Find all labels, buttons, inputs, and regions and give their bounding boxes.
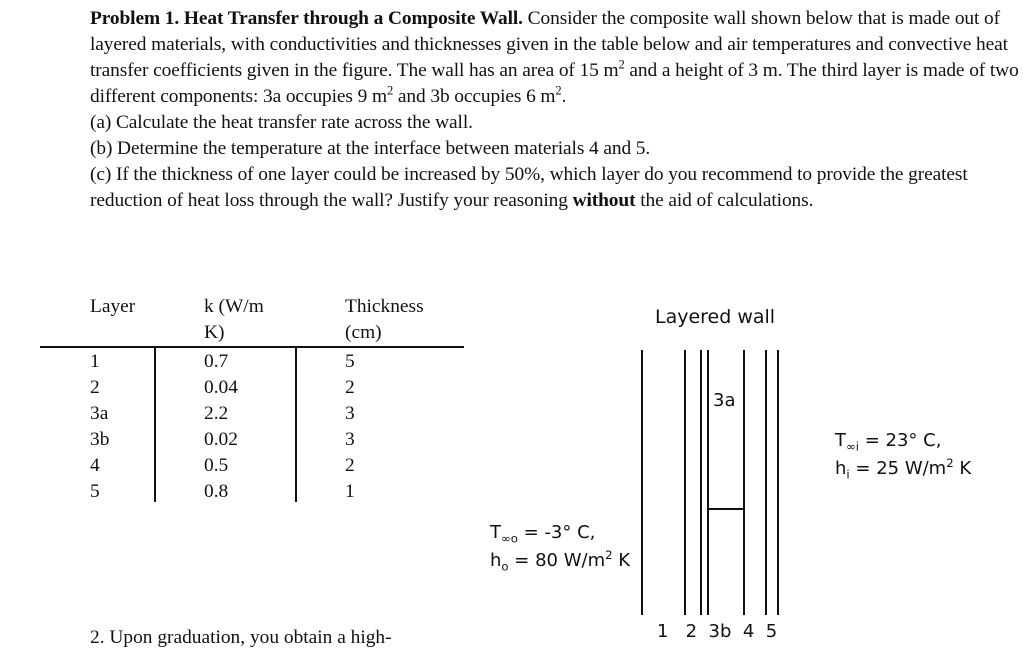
- cell-layer: 5: [90, 481, 100, 502]
- cell-k: 0.7: [204, 351, 229, 372]
- part-b: (b) Determine the temperature at the interface between materials 4 and 5.: [90, 138, 651, 159]
- cell-thickness: 2: [345, 455, 355, 476]
- next-problem-text: 2. Upon graduation, you obtain a high-: [90, 627, 392, 648]
- inside-temperature-label: $T_{\infty i} = 23^\circ$ C,: [835, 430, 942, 454]
- cell-thickness: 3: [345, 429, 355, 450]
- cell-thickness: 5: [345, 351, 355, 372]
- header-k-line2: K): [204, 322, 225, 343]
- cell-thickness: 1: [345, 481, 355, 502]
- part-a: (a) Calculate the heat transfer rate across the wall.: [90, 112, 473, 133]
- header-k-line1: k (W/m: [204, 296, 264, 317]
- outside-temperature-label: $T_{\infty o} = -3^\circ$ C,: [490, 522, 596, 546]
- cell-k: 2.2: [204, 403, 229, 424]
- cell-layer: 1: [90, 351, 100, 372]
- problem-title: Problem 1. Heat Transfer through a Composite Wall.: [90, 8, 523, 29]
- cell-k: 0.02: [204, 429, 238, 450]
- label-3a: 3a: [713, 390, 736, 411]
- cell-layer: 3a: [90, 403, 109, 424]
- cell-thickness: 2: [345, 377, 355, 398]
- cell-layer: 3b: [90, 429, 110, 450]
- outside-h-label: $h_o = 80$ $W/m^2$ K: [490, 548, 631, 574]
- problem-intro: Problem 1. Heat Transfer through a Composite Wall. Consider the composite wall shown below that is made out of layered materials, with conductivities and thicknesses given in the table below and air temperatures and convective heat transfer coefficients given in the figure. The wall has an area of 15 $m^2$ and a height of 3 m. The third layer is made of two different components: 3a occupies 9 $m^2$ and 3b occupies 6 $m^2$.: [90, 8, 1019, 107]
- cell-k: 0.8: [204, 481, 229, 502]
- header-layer: Layer: [90, 296, 136, 317]
- cell-layer: 2: [90, 377, 100, 398]
- layer-number-labels: 1 2 3b 4 5: [657, 621, 778, 642]
- header-thickness-line1: Thickness: [345, 296, 424, 317]
- part-c: (c) If the thickness of one layer could be increased by 50%, which layer do you recommend to provide the greatest reduction of heat loss through the wall? Justify your reasoning without the aid of calculations.: [90, 164, 968, 211]
- header-thickness-line2: (cm): [345, 322, 382, 343]
- cell-k: 0.04: [204, 377, 238, 398]
- figure-title: Layered wall: [655, 306, 776, 328]
- inside-h-label: $h_i = 25$ $W/m^2$ K: [835, 456, 972, 482]
- cell-k: 0.5: [204, 455, 229, 476]
- cell-thickness: 3: [345, 403, 355, 424]
- cell-layer: 4: [90, 455, 100, 476]
